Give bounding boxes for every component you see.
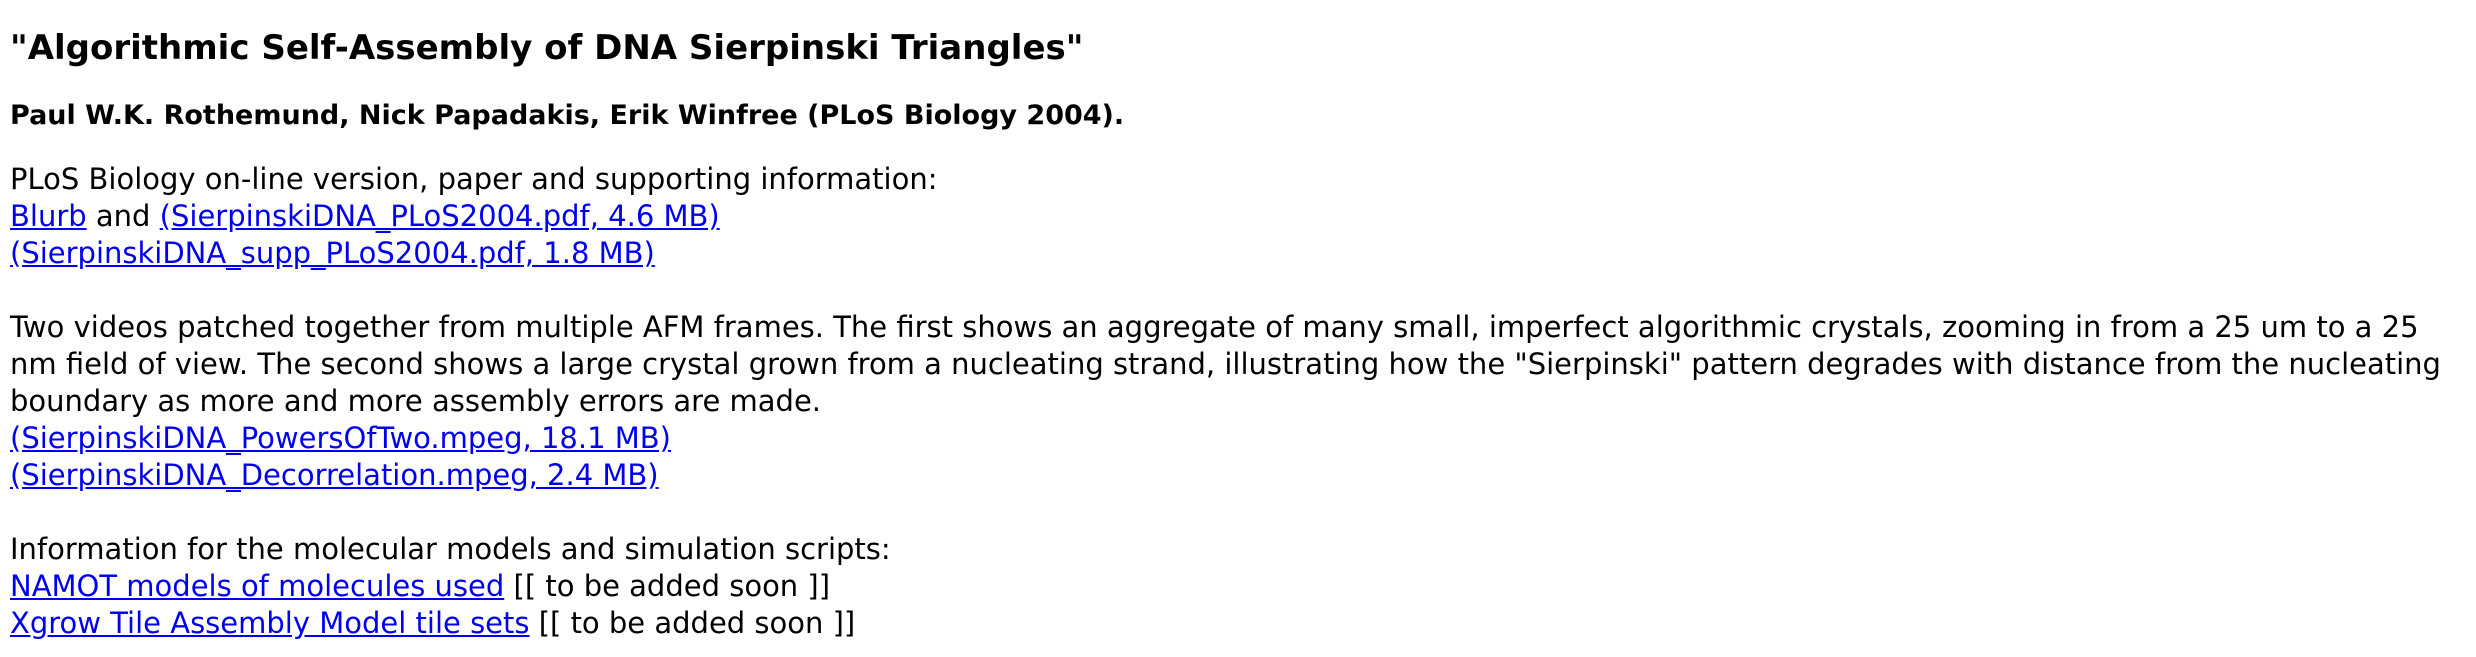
authors-line: Paul W.K. Rothemund, Nick Papadakis, Erik Winfree (PLoS Biology 2004). bbox=[10, 100, 1125, 132]
page-title: "Algorithmic Self-Assembly of DNA Sierpinski Triangles" bbox=[10, 28, 1084, 68]
xgrow-note: [[ to be added soon ]] bbox=[529, 606, 856, 641]
models-section bbox=[10, 531, 2466, 642]
namot-note: [[ to be added soon ]] bbox=[504, 569, 831, 604]
namot-models-link[interactable]: NAMOT models of molecules used bbox=[10, 569, 505, 604]
xgrow-tile-sets-link[interactable]: Xgrow Tile Assembly Model tile sets bbox=[10, 606, 530, 641]
models-intro-text: Information for the molecular models and simulation scripts: bbox=[10, 532, 891, 567]
blurb-link[interactable]: Blurb bbox=[10, 199, 87, 234]
powers-of-two-video-link[interactable]: (SierpinskiDNA_PowersOfTwo.mpeg, 18.1 MB) bbox=[10, 421, 671, 456]
and-text: and bbox=[86, 199, 160, 234]
decorrelation-video-link[interactable]: (SierpinskiDNA_Decorrelation.mpeg, 2.4 MB) bbox=[10, 458, 659, 493]
plos-intro-text: PLoS Biology on-line version, paper and supporting information: bbox=[10, 162, 938, 197]
videos-description: Two videos patched together from multiple AFM frames. The first shows an aggregate of many small, imperfect algorithmic crystals, zooming in from a 25 um to a 25 nm field of view. The second shows a large crystal grown from a nucleating strand, illustrating how the "Sierpinski" pattern degrades with distance from the nucleating boundary as more and more assembly errors are made. bbox=[10, 310, 2441, 419]
plos-section bbox=[10, 161, 2466, 272]
supplement-pdf-link[interactable]: (SierpinskiDNA_supp_PLoS2004.pdf, 1.8 MB) bbox=[10, 236, 655, 271]
paper-pdf-link[interactable]: (SierpinskiDNA_PLoS2004.pdf, 4.6 MB) bbox=[159, 199, 720, 234]
videos-section bbox=[10, 309, 2466, 494]
